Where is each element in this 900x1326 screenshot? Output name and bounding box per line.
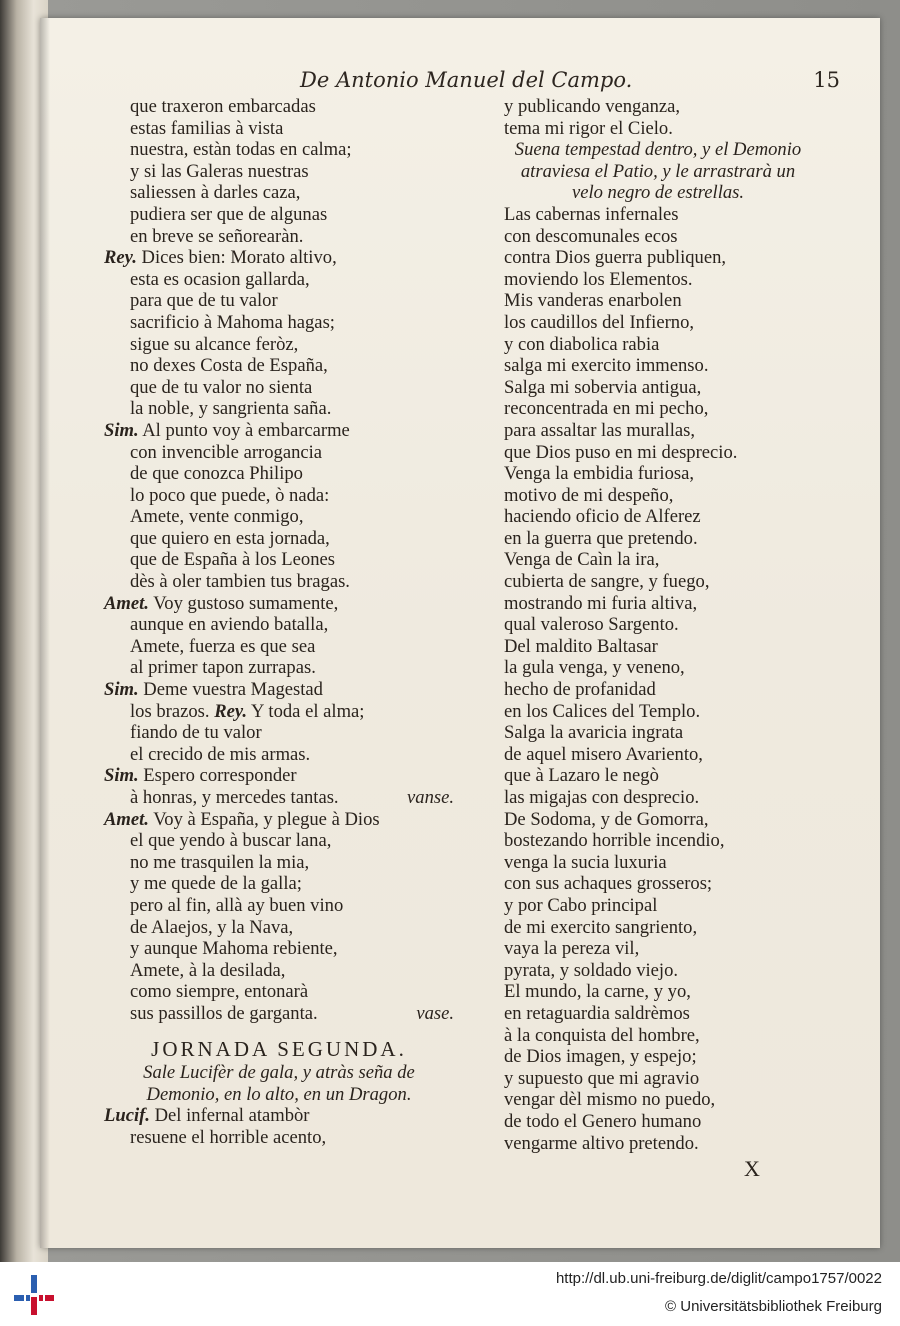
verse-text: Amete, à la desilada, <box>130 959 286 981</box>
verse-text: que Dios puso en mi desprecio. <box>504 441 738 463</box>
verse-text: Del infernal atambòr <box>154 1105 310 1127</box>
verse-text: en breve se señorearàn. <box>130 225 304 247</box>
verse-text: Amete, fuerza es que sea <box>130 635 316 657</box>
verse-line <box>478 1025 838 1047</box>
verse-text: sigue su alcance feròz, <box>130 333 299 355</box>
verse-line <box>104 593 454 615</box>
verse-line <box>478 657 838 679</box>
verse-line <box>104 852 454 874</box>
verse-line <box>104 506 454 528</box>
verse-line <box>478 917 838 939</box>
exit-direction: vanse. <box>407 787 454 808</box>
verse-line <box>104 917 454 939</box>
verse-text: con invencible arrogancia <box>130 441 323 463</box>
verse-text: y si las Galeras nuestras <box>130 160 309 182</box>
verse-text: de todo el Genero humano <box>504 1110 702 1132</box>
verse-text: Mis vanderas enarbolen <box>504 290 682 312</box>
speaker-name: Sim. <box>104 679 139 701</box>
verse-line <box>478 1089 838 1111</box>
verse-text: de aquel misero Avariento, <box>504 743 703 765</box>
verse-text: Del maldito Baltasar <box>504 635 658 657</box>
verse-text: con descomunales ecos <box>504 225 678 247</box>
verse-line <box>478 960 838 982</box>
verse-line <box>104 463 454 485</box>
verse-line <box>478 1046 838 1068</box>
verse-line <box>478 398 838 420</box>
verse-text: la gula venga, y veneno, <box>504 657 685 679</box>
verse-line <box>104 334 454 356</box>
exit-direction: vase. <box>416 1002 454 1024</box>
verse-text: el que yendo à buscar lana, <box>130 830 332 852</box>
verse-line <box>104 398 454 420</box>
verse-line <box>104 873 454 895</box>
stage-direction: Suena tempestad dentro, y el Demonio <box>514 139 802 161</box>
verse-text: y con diabolica rabia <box>504 333 660 355</box>
verse-text: estas familias à vista <box>130 117 284 139</box>
verse-text: de Dios imagen, y espejo; <box>504 1046 697 1068</box>
verse-line <box>104 1105 454 1127</box>
verse-text: fiando de tu valor <box>130 722 262 744</box>
verse-text: Venga de Caìn la ira, <box>504 549 660 571</box>
copyright-notice: © Universitätsbibliothek Freiburg <box>665 1298 882 1315</box>
verse-text: Voy gustoso sumamente, <box>153 592 339 614</box>
verse-line <box>478 938 838 960</box>
verse-line <box>478 722 838 744</box>
verse-line <box>104 895 454 917</box>
verse-line <box>478 701 838 723</box>
verse-text: bostezando horrible incendio, <box>504 830 725 852</box>
verse-line <box>104 614 454 636</box>
verse-text: el crecido de mis armas. <box>130 743 311 765</box>
verse-text: pero al fin, allà ay buen vino <box>130 894 344 916</box>
verse-text: pudiera ser que de algunas <box>130 203 328 225</box>
verse-text: moviendo los Elementos. <box>504 268 693 290</box>
verse-text: los caudillos del Infierno, <box>504 311 695 333</box>
verse-line <box>104 442 454 464</box>
verse-line <box>478 873 838 895</box>
verse-line <box>104 182 454 204</box>
right-text-column <box>478 96 838 1154</box>
page-number: 15 <box>813 68 840 92</box>
verse-text: vengarme altivo pretendo. <box>504 1132 699 1154</box>
verse-text: Amete, vente conmigo, <box>130 506 304 528</box>
verse-line <box>104 485 454 507</box>
verse-text: no dexes Costa de España, <box>130 355 328 377</box>
verse-text: sacrificio à Mahoma hagas; <box>130 311 335 333</box>
verse-line <box>478 118 838 140</box>
verse-line <box>478 593 838 615</box>
speaker-name: Lucif. <box>104 1105 150 1127</box>
verse-text: pyrata, y soldado viejo. <box>504 959 679 981</box>
verse-text: Salga mi sobervia antigua, <box>504 376 702 398</box>
verse-line <box>104 290 454 312</box>
verse-line <box>104 1003 454 1025</box>
verse-text: de mi exercito sangriento, <box>504 916 698 938</box>
speaker-name: Sim. <box>104 419 139 441</box>
verse-line <box>104 226 454 248</box>
verse-line <box>478 226 838 248</box>
verse-line <box>104 247 454 269</box>
verse-text: vaya la pereza vil, <box>504 938 640 960</box>
verse-line <box>478 571 838 593</box>
verse-text: cubierta de sangre, y fuego, <box>504 571 710 593</box>
verse-text: resuene el horrible acento, <box>130 1126 327 1148</box>
verse-line <box>104 549 454 571</box>
verse-text: que traxeron embarcadas <box>130 96 316 117</box>
verse-text: al primer tapon zurrapas. <box>130 657 316 679</box>
verse-line <box>104 981 454 1003</box>
verse-text: qual valeroso Sargento. <box>504 614 679 636</box>
verse-line <box>478 981 838 1003</box>
verse-line <box>478 247 838 269</box>
verse-text: venga la sucia luxuria <box>504 851 667 873</box>
verse-text: Al punto voy à embarcarme <box>142 419 350 441</box>
speaker-name: Amet. <box>104 592 149 614</box>
verse-line <box>478 485 838 507</box>
verse-line <box>478 787 838 809</box>
speaker-name: Amet. <box>104 808 149 830</box>
verse-line <box>478 355 838 377</box>
speaker-name: Rey. <box>104 247 137 269</box>
book-page <box>40 18 880 1248</box>
speaker-name: Rey. <box>214 700 248 722</box>
verse-text: à honras, y mercedes tantas. <box>130 787 339 808</box>
verse-text: mostrando mi furia altiva, <box>504 592 698 614</box>
verse-text: y me quede de la galla; <box>130 873 302 895</box>
stage-direction: atraviesa el Patio, y le arrastrarà un <box>520 160 796 182</box>
verse-line <box>478 506 838 528</box>
verse-line <box>478 1003 838 1025</box>
verse-text: Voy à España, y plegue à Dios <box>153 808 380 830</box>
verse-text: en retaguardia saldrèmos <box>504 1002 690 1024</box>
verse-text: haciendo oficio de Alferez <box>504 506 701 528</box>
verse-line <box>104 636 454 658</box>
verse-line <box>104 312 454 334</box>
verse-text: esta es ocasion gallarda, <box>130 268 310 290</box>
verse-text: los brazos. <box>130 700 210 722</box>
verse-line <box>478 614 838 636</box>
stage-direction: Sale Lucifèr de gala, y atràs seña de <box>143 1062 415 1084</box>
verse-line <box>478 290 838 312</box>
verse-text: que de tu valor no sienta <box>130 376 313 398</box>
verse-line <box>104 118 454 140</box>
verse-line <box>478 463 838 485</box>
verse-line <box>478 204 838 226</box>
verse-text: para assaltar las murallas, <box>504 419 696 441</box>
verse-line <box>104 679 454 701</box>
verse-text: y publicando venganza, <box>504 96 681 117</box>
verse-line <box>104 161 454 183</box>
verse-text: la noble, y sangrienta saña. <box>130 398 332 420</box>
verse-line <box>104 722 454 744</box>
verse-line <box>478 679 838 701</box>
running-header <box>300 68 840 92</box>
left-text-column <box>104 96 454 1149</box>
verse-text: Salga la avaricia ingrata <box>504 722 684 744</box>
verse-line <box>104 938 454 960</box>
verse-line <box>104 809 454 831</box>
verse-line <box>478 744 838 766</box>
verse-text: sus passillos de garganta. <box>130 1002 318 1024</box>
verse-text: en la guerra que pretendo. <box>504 527 698 549</box>
verse-text: y aunque Mahoma rebiente, <box>130 938 338 960</box>
stage-direction: velo negro de estrellas. <box>571 182 745 204</box>
verse-text: Deme vuestra Magestad <box>143 679 323 701</box>
verse-text: que à Lazaro le negò <box>504 765 659 787</box>
verse-text: reconcentrada en mi pecho, <box>504 398 709 420</box>
signature-mark: X <box>744 1156 760 1181</box>
verse-line <box>478 1133 838 1155</box>
verse-line <box>478 895 838 917</box>
verse-line <box>478 1111 838 1133</box>
verse-text: dès à oler tambien tus bragas. <box>130 571 350 593</box>
viewer-footer <box>0 1262 900 1326</box>
verse-text: de que conozca Philipo <box>130 463 303 485</box>
verse-text: motivo de mi despeño, <box>504 484 674 506</box>
verse-line <box>478 420 838 442</box>
verse-line <box>478 377 838 399</box>
verse-text: de Alaejos, y la Nava, <box>130 916 294 938</box>
verse-text: tema mi rigor el Cielo. <box>504 117 673 139</box>
verse-text: lo poco que puede, ò nada: <box>130 484 330 506</box>
verse-text: hecho de profanidad <box>504 679 656 701</box>
verse-line <box>104 657 454 679</box>
document-url[interactable]: http://dl.ub.uni-freiburg.de/diglit/campo1757/0022 <box>555 1270 882 1287</box>
verse-text: Dices bien: Morato altivo, <box>141 247 337 269</box>
verse-text: nuestra, estàn todas en calma; <box>130 139 352 161</box>
verse-text: Espero corresponder <box>143 765 297 787</box>
speaker-name: Sim. <box>104 765 139 787</box>
verse-line <box>478 269 838 291</box>
verse-text: y supuesto que mi agravio <box>504 1067 700 1089</box>
verse-line <box>104 765 454 787</box>
library-logo-icon <box>12 1273 56 1317</box>
verse-text: como siempre, entonarà <box>130 981 309 1003</box>
verse-line <box>104 420 454 442</box>
verse-line <box>478 442 838 464</box>
verse-text: en los Calices del Templo. <box>504 700 701 722</box>
verse-line <box>104 528 454 550</box>
verse-text: que de España à los Leones <box>130 549 335 571</box>
stage-direction: Demonio, en lo alto, en un Dragon. <box>146 1083 412 1105</box>
verse-line <box>104 744 454 766</box>
verse-line <box>104 1127 454 1149</box>
verse-line <box>478 334 838 356</box>
running-title: De Antonio Manuel del Campo. <box>300 68 633 92</box>
verse-line <box>104 377 454 399</box>
verse-text: aunque en aviendo batalla, <box>130 614 329 636</box>
verse-text: vengar dèl mismo no puedo, <box>504 1089 716 1111</box>
verse-text: Y toda el alma; <box>251 700 365 722</box>
verse-line <box>478 809 838 831</box>
verse-text: El mundo, la carne, y yo, <box>504 981 691 1003</box>
verse-line <box>104 787 454 809</box>
verse-line <box>104 355 454 377</box>
verse-text: las migajas con desprecio. <box>504 787 700 808</box>
verse-text: à la conquista del hombre, <box>504 1024 700 1046</box>
verse-line <box>104 204 454 226</box>
verse-line <box>104 571 454 593</box>
verse-line <box>478 765 838 787</box>
verse-line <box>104 701 454 723</box>
verse-line <box>104 96 454 118</box>
verse-text: no me trasquilen la mia, <box>130 851 310 873</box>
verse-line <box>104 269 454 291</box>
page-gutter-shadow <box>40 18 50 1248</box>
verse-line <box>478 852 838 874</box>
verse-line <box>478 1068 838 1090</box>
verse-text: para que de tu valor <box>130 290 278 312</box>
verse-text: De Sodoma, y de Gomorra, <box>504 808 709 830</box>
verse-text: que quiero en esta jornada, <box>130 527 330 549</box>
verse-line <box>478 549 838 571</box>
verse-line <box>478 312 838 334</box>
verse-line <box>478 528 838 550</box>
verse-line <box>104 830 454 852</box>
verse-line <box>104 960 454 982</box>
verse-text: salga mi exercito immenso. <box>504 355 709 377</box>
verse-line <box>478 636 838 658</box>
verse-text: Venga la embidia furiosa, <box>504 463 695 485</box>
verse-text: contra Dios guerra publiquen, <box>504 247 727 269</box>
verse-line <box>478 830 838 852</box>
act-heading: JORNADA SEGUNDA. <box>151 1036 407 1061</box>
verse-text: Las cabernas infernales <box>504 203 679 225</box>
verse-text: saliessen à darles caza, <box>130 182 301 204</box>
verse-text: con sus achaques grosseros; <box>504 873 713 895</box>
verse-text: y por Cabo principal <box>504 894 658 916</box>
verse-line <box>104 139 454 161</box>
verse-line <box>478 96 838 118</box>
